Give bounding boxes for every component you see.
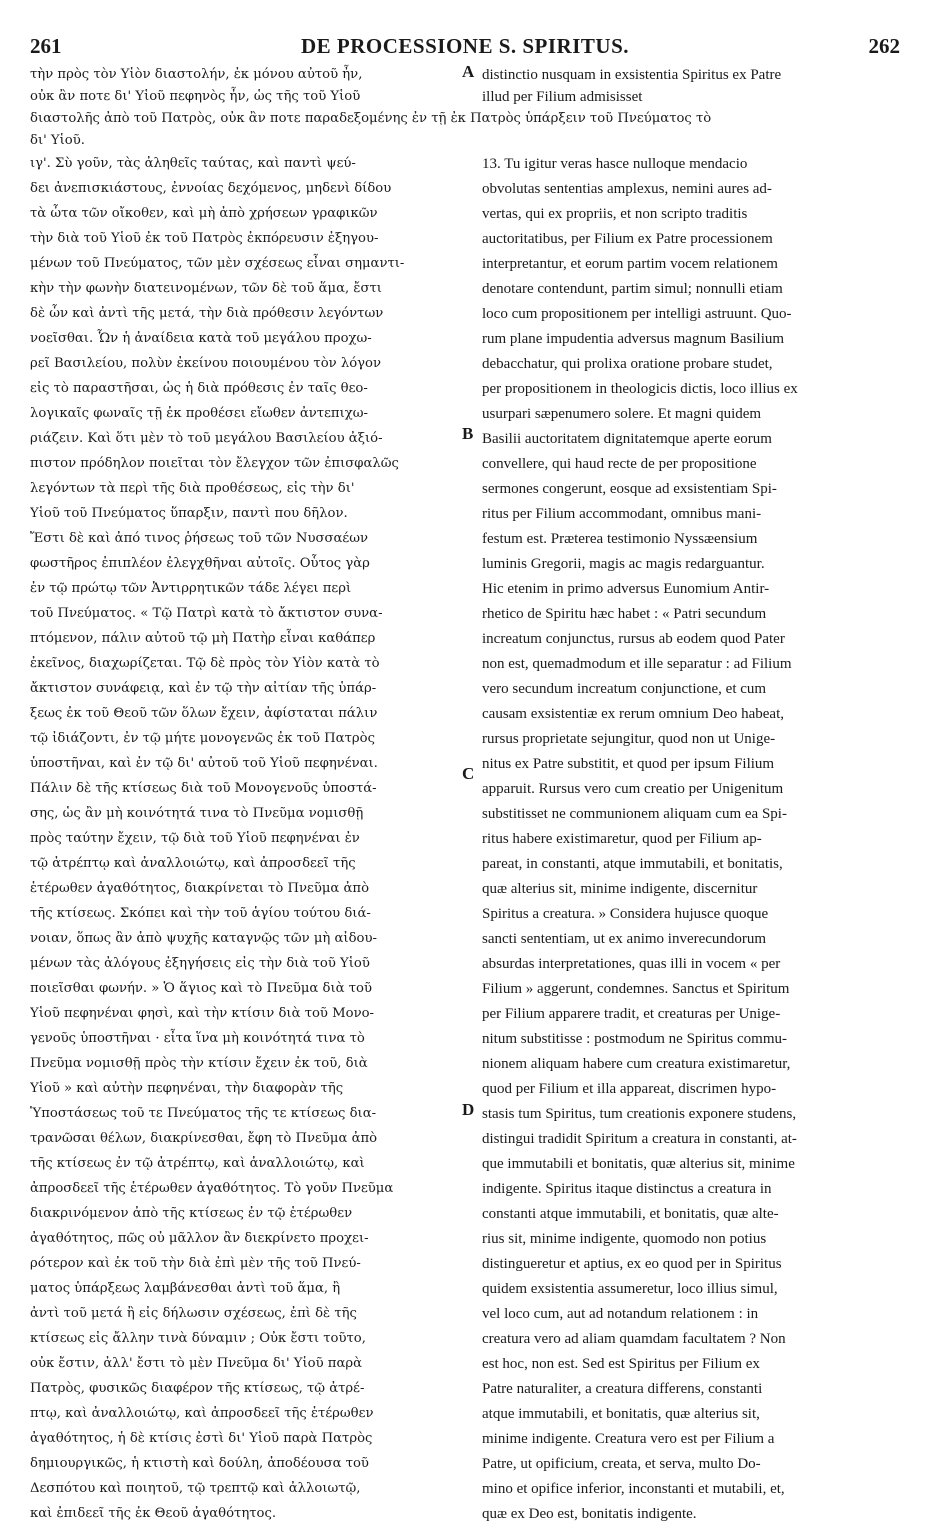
latin-line: sancti sententiam, ut ex animo inverecundorum xyxy=(482,931,767,947)
latin-line: nionem aliquam habere cum creatura existimaretur, xyxy=(482,1056,791,1072)
latin-line: rum plane impudentia adversus magnum Basilium xyxy=(482,331,785,347)
greek-line: γενοῦς ὑποστῆναι · εἶτα ἵνα μὴ κοινότητά τινα τὸ xyxy=(30,1031,365,1046)
greek-line: τὴν πρὸς τὸν Υἱὸν διαστολήν, ἐκ μόνου αὐτοῦ ἦν, xyxy=(30,67,363,82)
latin-line: ritus per Filium accommodant, omnibus mani- xyxy=(482,506,762,522)
page-number-left: 261 xyxy=(30,34,62,58)
greek-line: ἀντὶ τοῦ μετά ἢ εἰς δήλωσιν σχέσεως, ἐπὶ δὲ τῆς xyxy=(30,1306,357,1321)
latin-line: stasis tum Spiritus, tum creationis exponere studens, xyxy=(482,1106,797,1122)
latin-line: vertas, qui ex propriis, et non scripto traditis xyxy=(482,206,748,222)
greek-line: ἑτέρωθεν ἀγαθότητος, διακρίνεται τὸ Πνεῦμα ἀπὸ xyxy=(30,881,370,896)
latin-line: quod per Filium et illa appareat, discrimen hypo- xyxy=(482,1081,777,1097)
greek-line: πρὸς ταύτην ἔχειν, τῷ διὰ τοῦ Υἱοῦ πεφηνέναι ἐν xyxy=(30,831,360,846)
latin-line: Filium » aggerunt, condemnes. Sanctus et Spiritum xyxy=(482,981,790,997)
latin-line: vero secundum increatum conjunctione, et cum xyxy=(482,681,767,697)
latin-line: atque immutabili, et bonitatis, quæ alterius sit, xyxy=(482,1406,760,1422)
latin-line: causam exsistentiæ ex rerum omnium Deo habeat, xyxy=(482,706,784,722)
greek-line: ξεως ἐκ τοῦ Θεοῦ τῶν ὅλων ἔχειν, ἀφίσταται πάλιν xyxy=(30,706,378,721)
column-marker: B xyxy=(462,424,474,443)
latin-line: usurpari sæpenumero solere. Et magni quidem xyxy=(482,406,762,422)
greek-line: φωστῆρος ἐπιπλέον ἐλεγχθῆναι αὐτοῖς. Οὗτος γὰρ xyxy=(30,556,370,571)
latin-line: luminis Gregorii, magis ac magis redarguantur. xyxy=(482,556,765,572)
latin-line: convellere, qui haud recte de per propositione xyxy=(482,456,757,472)
spanning-line: δι' Υἱοῦ. xyxy=(30,133,85,148)
greek-line: ρεῖ Βασιλείου, πολὺν ἐκείνου ποιουμένου τὸν λόγον xyxy=(30,356,381,371)
greek-line: διακρινόμενον ἀπὸ τῆς κτίσεως ἐν τῷ ἑτέρωθεν xyxy=(30,1206,353,1221)
greek-line: κὴν τὴν φωνὴν διατεινομένων, τῶν δὲ τοῦ ἅμα, ἔστι xyxy=(30,281,382,296)
latin-line: Patre, ut opificium, creata, et serva, multo Do- xyxy=(482,1456,761,1472)
latin-line: per propositionem in theologicis dictis, loco illius ex xyxy=(482,381,798,397)
latin-line: ritus habere existimaretur, quod per Filium ap- xyxy=(482,831,762,847)
latin-line: mino et opifice inferior, inconstanti et mutabili, et, xyxy=(482,1481,785,1497)
column-marker: A xyxy=(462,62,475,81)
greek-line: ἄκτιστον συνάφειᾳ, καὶ ἐν τῷ τὴν αἰτίαν τῆς ὑπάρ- xyxy=(30,681,377,696)
latin-line: loco cum propositionem per intelligi astruunt. Quo- xyxy=(482,306,792,322)
greek-line: Δεσπότου καὶ ποιητοῦ, τῷ τρεπτῷ καὶ ἀλλοιωτῷ, xyxy=(30,1481,361,1496)
greek-line: τῷ ἰδιάζοντι, ἐν τῷ μήτε μονογενῶς ἐκ τοῦ Πατρὸς xyxy=(30,731,375,746)
greek-line: ποιεῖσθαι φωνήν. » Ὁ ἅγιος καὶ τὸ Πνεῦμα διὰ τοῦ xyxy=(30,981,372,996)
latin-line: quæ ex Deo est, bonitatis indigente. xyxy=(482,1506,697,1522)
greek-line: Ἔστι δὲ καὶ ἀπό τινος ῥήσεως τοῦ τῶν Νυσσαέων xyxy=(30,531,368,546)
latin-line: obvolutas sententias amplexus, nemini aures ad- xyxy=(482,181,772,197)
greek-line: δὲ ὧν καὶ ἀντὶ τῆς μετά, τὴν διὰ πρόθεσιν λεγόντων xyxy=(30,306,384,321)
latin-line: Patre naturaliter, a creatura differens, constanti xyxy=(482,1381,763,1397)
latin-line: minime indigente. Creatura vero est per Filium a xyxy=(482,1431,775,1447)
latin-line: apparuit. Rursus vero cum creatio per Unigenitum xyxy=(482,781,784,797)
column-marker: C xyxy=(462,764,475,783)
greek-line: ἀγαθότητος, πῶς οὐ μᾶλλον ἂν διεκρίνετο προχει- xyxy=(30,1231,369,1246)
greek-line: πτόμενον, πάλιν αὐτοῦ τῷ μὴ Πατὴρ εἶναι καθάπερ xyxy=(30,631,376,646)
page-number-right: 262 xyxy=(868,34,900,58)
greek-line: τὰ ὦτα τῶν οἴκοθεν, καὶ μὴ ἀπὸ χρήσεων γραφικῶν xyxy=(30,206,378,221)
greek-line: Πατρὸς, φυσικῶς διαφέρον τῆς κτίσεως, τῷ ἀτρέ- xyxy=(30,1381,365,1396)
latin-line: festum est. Præterea testimonio Nyssæensium xyxy=(482,531,758,547)
latin-line: est hoc, non est. Sed est Spiritus per Filium ex xyxy=(482,1356,760,1372)
latin-line: debacchatur, qui prolixa oratione probare studet, xyxy=(482,356,773,372)
latin-line: absurdas interpretationes, quas illi in vocem « per xyxy=(482,956,781,972)
latin-line: interpretantur, et eorum partim vocem relationem xyxy=(482,256,778,272)
latin-line: indigente. Spiritus itaque distinctus a creatura in xyxy=(482,1181,772,1197)
latin-line: Basilii auctoritatem dignitatemque aperte eorum xyxy=(482,431,772,447)
latin-line: constanti atque immutabili, et bonitatis, quæ alte- xyxy=(482,1206,779,1222)
latin-line: rius sit, minime indigente, quomodo non potius xyxy=(482,1231,767,1247)
latin-line: rhetico de Spiritu hæc habet : « Patri secundum xyxy=(482,606,767,622)
greek-line: ἀγαθότητος, ἡ δὲ κτίσις ἐστὶ δι' Υἱοῦ παρὰ Πατρὸς xyxy=(30,1431,373,1446)
greek-line: Πνεῦμα νομισθῇ πρὸς τὴν κτίσιν ἔχειν ἐκ τοῦ, διὰ xyxy=(30,1056,368,1071)
greek-line: καὶ ἐπιδεεῖ τῆς ἐκ Θεοῦ ἀγαθότητος. xyxy=(30,1506,277,1521)
latin-line: rursus proprietate sejungitur, quod non ut Unige- xyxy=(482,731,776,747)
greek-line: ἐν τῷ πρώτῳ τῶν Ἀντιρρητικῶν τάδε λέγει περὶ xyxy=(30,581,352,596)
latin-line: denotare contendunt, partim simul; nonnulli etiam xyxy=(482,281,783,297)
latin-line: Spiritus a creatura. » Considera hujusce quoque xyxy=(482,906,769,922)
greek-line: πιστον πρόδηλον ποιεῖται τὸν ἔλεγχον τῶν ἐπισφαλῶς xyxy=(30,456,399,471)
greek-line: δημιουργικῶς, ἡ κτιστὴ καὶ δούλη, ἀποδέουσα τοῦ xyxy=(30,1456,369,1471)
greek-line: ματος ὑπάρξεως λαμβάνεσθαι ἀντὶ τοῦ ἅμα, ἢ xyxy=(30,1281,341,1296)
latin-line: quidem exsistentia assumeretur, loco illius simul, xyxy=(482,1281,778,1297)
running-header xyxy=(30,34,900,60)
greek-line: Ὑποστάσεως τοῦ τε Πνεύματος τῆς τε κτίσεως δια- xyxy=(30,1106,377,1121)
latin-line: distingueretur et aptius, ex eo quod per in Spiritus xyxy=(482,1256,782,1272)
greek-line: κτίσεως εἰς ἄλλην τινὰ δύναμιν ; Οὐκ ἔστι τοῦτο, xyxy=(30,1331,366,1346)
greek-line: νοεῖσθαι. Ὧν ἡ ἀναίδεια κατὰ τοῦ μεγάλου προχω- xyxy=(30,331,372,346)
greek-line: οὐκ ἔστιν, ἀλλ' ἔστι τὸ μὲν Πνεῦμα δι' Υἱοῦ παρὰ xyxy=(30,1356,363,1371)
greek-line: σης, ὡς ἂν μὴ κοινότητά τινα τὸ Πνεῦμα νομισθῇ xyxy=(30,806,364,821)
latin-line: vel loco cum, aut ad notandum relationem : in xyxy=(482,1306,759,1322)
latin-line: nitus ex Patre substitit, et quod per ipsum Filium xyxy=(482,756,775,772)
greek-line: μένων τὰς ἀλόγους ἐξηγήσεις εἰς τὴν διὰ τοῦ Υἱοῦ xyxy=(30,956,370,971)
greek-line: ιγ'. Σὺ γοῦν, τὰς ἀληθεῖς ταύτας, καὶ παντὶ ψεύ- xyxy=(30,156,356,171)
greek-line: τῆς κτίσεως ἐν τῷ ἀτρέπτῳ, καὶ ἀναλλοιώτῳ, καὶ xyxy=(30,1156,365,1171)
greek-line: τῆς κτίσεως. Σκόπει καὶ τὴν τοῦ ἁγίου τούτου διά- xyxy=(30,906,371,921)
greek-line: Πάλιν δὲ τῆς κτίσεως διὰ τοῦ Μονογενοῦς ὑποστά- xyxy=(30,781,377,796)
greek-line: τῷ ἀτρέπτῳ καὶ ἀναλλοιώτῳ, καὶ ἀπροσδεεῖ τῆς xyxy=(30,856,356,871)
greek-line: δει ἀνεπισκιάστους, ἐννοίας δεχόμενος, μηδενὶ δίδου xyxy=(30,181,392,196)
latin-line: pareat, in constanti, atque immutabili, et bonitatis, xyxy=(482,856,783,872)
latin-line: Hic etenim in primo adversus Eunomium Antir- xyxy=(482,581,770,597)
latin-line: 13. Tu igitur veras hasce nulloque mendacio xyxy=(482,156,748,172)
spanning-line: διαστολῆς ἀπὸ τοῦ Πατρὸς, οὐκ ἂν ποτε παραδεξομένης ἐν τῇ ἐκ Πατρὸς ὑπάρξειν τοῦ Πνεύματος τὸ xyxy=(30,111,712,126)
latin-line: increatum conjunctus, rursus ab eodem quod Pater xyxy=(482,631,785,647)
latin-line: auctoritatibus, per Filium ex Patre processionem xyxy=(482,231,773,247)
latin-line: per Filium apparere tradit, et creaturas per Unige- xyxy=(482,1006,781,1022)
latin-line: distingui tradidit Spiritum a creatura in constanti, at- xyxy=(482,1131,797,1147)
greek-line: λογικαῖς φωναῖς τῇ ἐκ προθέσει εἴωθεν ἀντεπιχω- xyxy=(30,406,368,421)
greek-line: εἰς τὸ παραστῆσαι, ὡς ἡ διὰ πρόθεσις ἐν ταῖς θεο- xyxy=(30,381,368,396)
greek-line: μένων τοῦ Πνεύματος, τῶν μὲν σχέσεως εἶναι σημαντι- xyxy=(30,256,405,271)
greek-line: τρανῶσαι θέλων, διακρίνεσθαι, ἔφη τὸ Πνεῦμα ἀπὸ xyxy=(30,1131,378,1146)
latin-line: substitisset ne communionem aliquam cum ea Spi- xyxy=(482,806,787,822)
column-marker: D xyxy=(462,1100,475,1119)
greek-line: νοιαν, ὅπως ἂν ἀπὸ ψυχῆς καταγνῷς τῶν μὴ αἰδου- xyxy=(30,931,377,946)
greek-line: Υἱοῦ πεφηνέναι φησὶ, καὶ τὴν κτίσιν διὰ τοῦ Μονο- xyxy=(30,1006,374,1021)
greek-line: τοῦ Πνεύματος. « Τῷ Πατρὶ κατὰ τὸ ἄκτιστον συνα- xyxy=(30,606,383,621)
latin-line: distinctio nusquam in exsistentia Spiritus ex Patre xyxy=(482,67,782,83)
latin-line: nitum substitisse : postmodum ne Spiritus commu- xyxy=(482,1031,788,1047)
greek-line: Υἱοῦ » καὶ αὐτὴν πεφηνέναι, τὴν διαφορὰν τῆς xyxy=(30,1081,344,1096)
latin-line: quæ alterius sit, minime indigente, discernitur xyxy=(482,881,758,897)
greek-line: οὐκ ἂν ποτε δι' Υἱοῦ πεφηνὸς ἦν, ὡς τῆς τοῦ Υἱοῦ xyxy=(30,89,361,104)
greek-line: πτῳ, καὶ ἀναλλοιώτῳ, καὶ ἀπροσδεεῖ τῆς ἑτέρωθεν xyxy=(30,1406,374,1421)
latin-line: sermones congerunt, eosque ad exsistentiam Spi- xyxy=(482,481,777,497)
greek-line: ὑποστῆναι, καὶ ἐν τῷ δι' αὐτοῦ τοῦ Υἱοῦ πεφηνέναι. xyxy=(30,756,378,771)
greek-line: ριάζειν. Καὶ ὅτι μὲν τὸ τοῦ μεγάλου Βασιλείου ἀξιό- xyxy=(30,431,383,446)
running-title: DE PROCESSIONE S. SPIRITUS. xyxy=(300,34,629,58)
greek-line: ἐκεῖνος, διαχωρίζεται. Τῷ δὲ πρὸς τὸν Υἱὸν κατὰ τὸ xyxy=(30,656,380,671)
latin-line: creatura vero ad aliam quamdam facultatem ? Non xyxy=(482,1331,786,1347)
greek-line: ἀπροσδεεῖ τῆς ἑτέρωθεν ἀγαθότητος. Τὸ γοῦν Πνεῦμα xyxy=(30,1181,394,1196)
greek-line: λεγόντων τὰ περὶ τῆς διὰ προθέσεως, εἰς τὴν δι' xyxy=(30,481,355,496)
latin-line: que immutabili et bonitatis, quæ alterius sit, minime xyxy=(482,1156,795,1172)
latin-line: non est, quemadmodum et ille separatur : ad Filium xyxy=(482,656,792,672)
greek-line: Υἱοῦ τοῦ Πνεύματος ὕπαρξιν, παντὶ που δῆλον. xyxy=(30,506,348,521)
greek-line: τὴν διὰ τοῦ Υἱοῦ ἐκ τοῦ Πατρὸς ἐκπόρευσιν ἐξηγου- xyxy=(30,231,379,246)
greek-line: ρότερον καὶ ἐκ τοῦ τὴν διὰ ἐπὶ μὲν τῆς τοῦ Πνεύ- xyxy=(30,1256,361,1271)
latin-line: illud per Filium admisisset xyxy=(482,89,643,105)
